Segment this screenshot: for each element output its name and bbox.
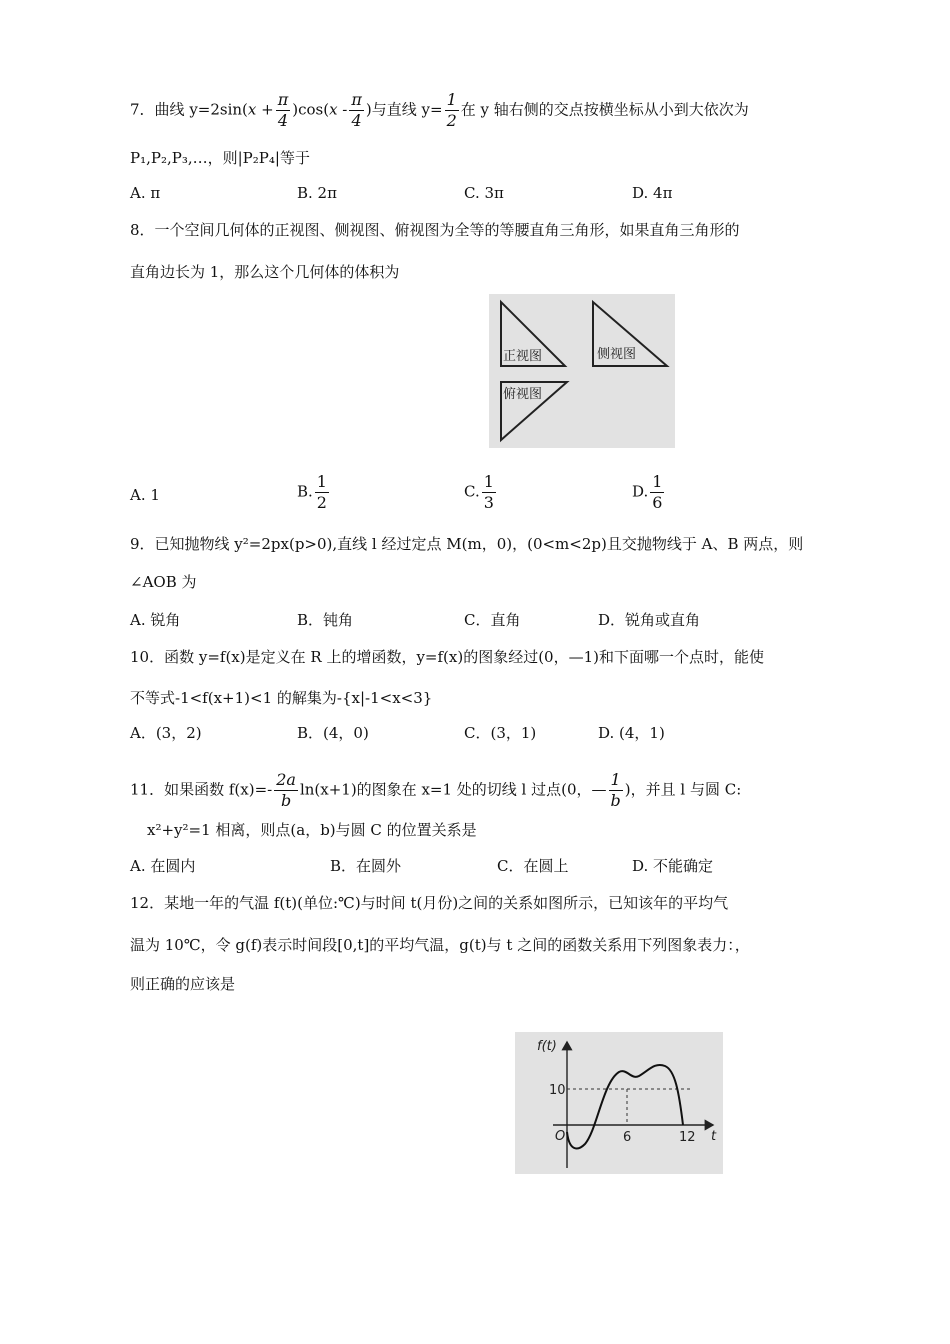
q7-frac3-den: 2 [446, 111, 457, 130]
q7-number: 7． [130, 100, 155, 119]
q11-option-d: D. 不能确定 [632, 857, 714, 875]
q7-frac3-num: 1 [446, 90, 457, 109]
q7-line1 [130, 90, 749, 131]
q8-line2: 直角边长为 1，那么这个几何体的体积为 [130, 263, 400, 281]
q8-option-b-den: 2 [316, 493, 327, 512]
x-axis-label: t [711, 1129, 717, 1144]
origin-label: O [555, 1129, 566, 1144]
temperature-graph-figure [515, 1032, 723, 1174]
q10-option-d: D. (4，1) [598, 724, 665, 742]
three-view-figure [489, 294, 675, 448]
q11-lead: 11．如果函数 f(x)=- [130, 780, 273, 799]
q8-option-c [464, 472, 498, 513]
q12-line2: 温为 10℃，令 g(f)表示时间段[0,t]的平均气温，g(t)与 t 之间的函数关系用下列图象表力：， [130, 936, 750, 954]
q11-frac1 [274, 770, 298, 811]
q8-option-d-num: 1 [652, 472, 663, 491]
top-view-label: 俯视图 [503, 387, 543, 402]
y-tick-10: 10 [549, 1083, 566, 1098]
q10-line2: 不等式-1<f(x+1)<1 的解集为-{x|-1<x<3} [130, 689, 433, 707]
q8-option-d [632, 472, 666, 513]
q10-option-b: B．(4，0) [297, 724, 369, 742]
q7-line2: P₁,P₂,P₃,…，则|P₂P₄|等于 [130, 149, 310, 167]
q8-option-b-label: B. [297, 482, 313, 501]
q7-frac1-den: 4 [277, 111, 289, 130]
q7-option-c: C. 3π [464, 184, 504, 202]
q12-line3: 则正确的应该是 [130, 975, 236, 993]
q9-line1: 9．已知抛物线 y²=2px(p>0),直线 l 经过定点 M(m，0)，(0<m<2p)且交抛物线于 A、B 两点，则 [130, 535, 804, 553]
q7-frac3 [445, 90, 459, 131]
q7-frac2 [349, 90, 364, 131]
q7-frac1-num: π [277, 90, 289, 109]
q8-option-c-frac [482, 472, 496, 513]
q7-option-d: D. 4π [632, 184, 673, 202]
q8-option-b-num: 1 [316, 472, 327, 491]
q11-option-b: B．在圆外 [330, 857, 402, 875]
q7-frac2-den: 4 [351, 111, 362, 130]
q11-tail: )，并且 l 与圆 C: [624, 780, 742, 799]
q9-line2: ∠AOB 为 [130, 573, 197, 591]
q10-line1: 10．函数 y=f(x)是定义在 R 上的增函数，y=f(x)的图象经过(0，—1)和下面哪一个点时，能使 [130, 648, 764, 666]
q10-option-a: A．(3，2) [130, 724, 202, 742]
q11-line1 [130, 770, 741, 811]
q8-option-c-label: C. [464, 482, 480, 501]
q7-mid2: )与直线 y= [365, 100, 443, 119]
q7-lead: 曲线 y=2sin( [154, 100, 248, 119]
q12-line1: 12．某地一年的气温 f(t)(单位:℃)与时间 t(月份)之间的关系如图所示，已知该年的平均气 [130, 894, 729, 912]
q7-tail: 在 y 轴右侧的交点按横坐标从小到大依次为 [460, 100, 749, 119]
q9-option-c: C．直角 [464, 611, 521, 629]
q11-line2: x²+y²=1 相离，则点(a，b)与圆 C 的位置关系是 [147, 821, 477, 839]
temperature-graph-svg [515, 1032, 723, 1174]
q8-option-d-den: 6 [652, 493, 663, 512]
q11-frac2-den: b [610, 791, 621, 810]
q7-frac1 [276, 90, 291, 131]
q7-arg2: x - [329, 100, 348, 119]
q10-option-c: C．(3，1) [464, 724, 537, 742]
q7-frac2-num: π [351, 90, 362, 109]
q11-mid: ln(x+1)的图象在 x=1 处的切线 l 过点(0，— [299, 780, 607, 799]
q9-option-a: A. 锐角 [130, 611, 181, 629]
q11-frac1-num: 2a [276, 770, 296, 789]
q8-line1: 8．一个空间几何体的正视图、侧视图、俯视图为全等的等腰直角三角形，如果直角三角形的 [130, 221, 740, 239]
side-view-label: 侧视图 [597, 347, 637, 362]
q8-option-d-frac [650, 472, 664, 513]
q11-frac2 [609, 770, 623, 811]
q11-option-c: C．在圆上 [497, 857, 569, 875]
q8-option-b [297, 472, 331, 513]
x-tick-12: 12 [679, 1130, 696, 1145]
q7-option-a: A. π [130, 184, 161, 202]
q9-option-b: B．钝角 [297, 611, 354, 629]
q8-option-d-label: D. [632, 482, 649, 501]
q9-option-d: D．锐角或直角 [598, 611, 701, 629]
three-view-svg [489, 294, 675, 448]
q11-frac1-den: b [280, 791, 292, 810]
q7-mid: )cos( [292, 100, 330, 119]
q11-option-a: A. 在圆内 [130, 857, 196, 875]
q7-arg1: x + [247, 100, 274, 119]
q7-option-b: B. 2π [297, 184, 337, 202]
q8-option-a: A. 1 [130, 486, 160, 504]
q8-option-c-den: 3 [483, 493, 494, 512]
x-tick-6: 6 [623, 1130, 632, 1145]
y-axis-label: f(t) [537, 1039, 557, 1054]
q8-option-b-frac [315, 472, 329, 513]
q8-option-c-num: 1 [483, 472, 494, 491]
q11-frac2-num: 1 [609, 770, 623, 791]
front-view-label: 正视图 [503, 349, 543, 364]
